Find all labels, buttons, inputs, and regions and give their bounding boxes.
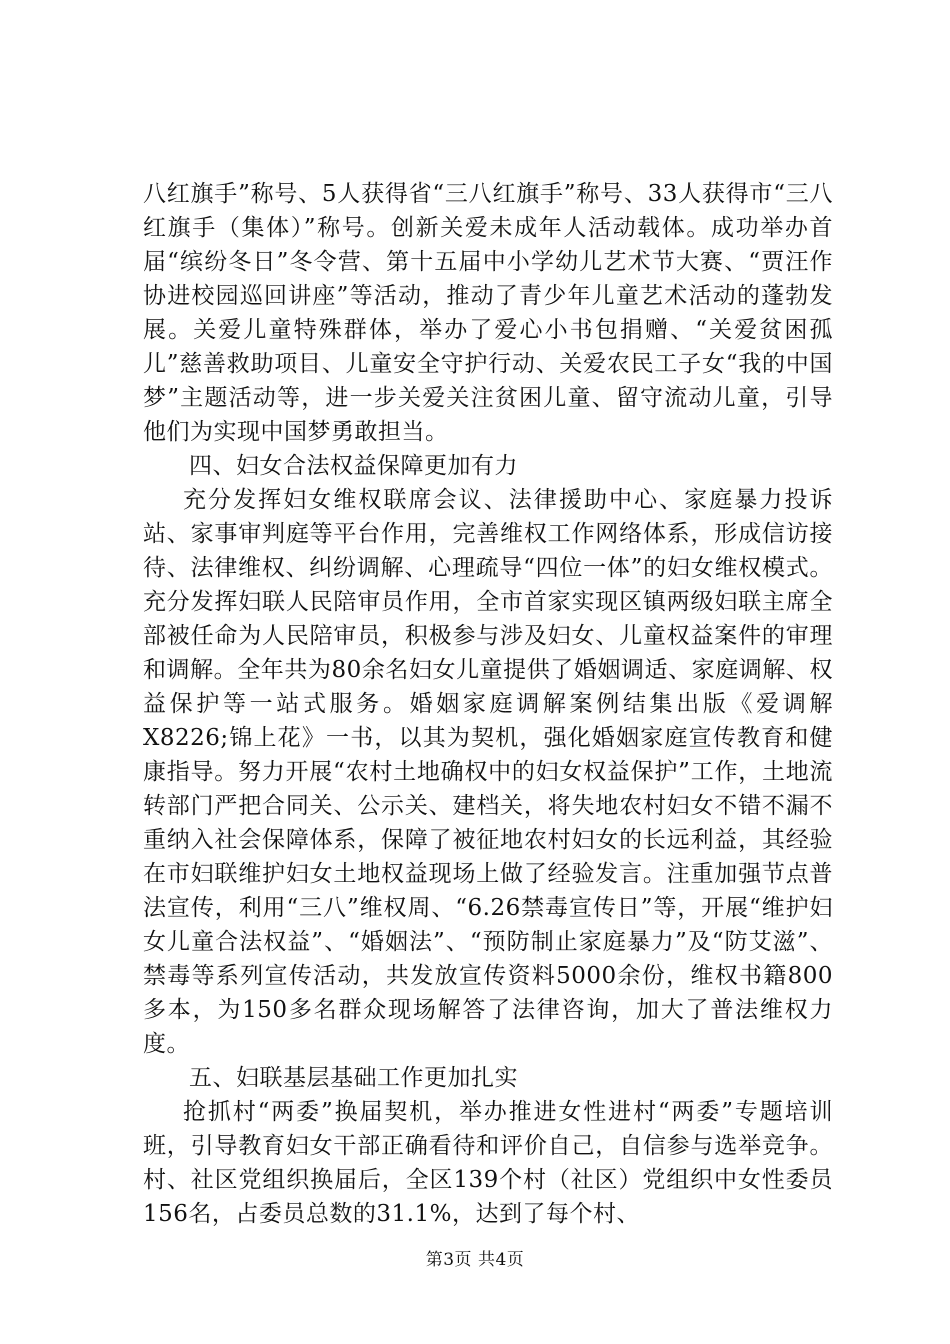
- paragraph-rights-protection: 充分发挥妇女维权联席会议、法律援助中心、家庭暴力投诉站、家事审判庭等平台作用，完善维权工作网络体系，形成信访接待、法律维权、纠纷调解、心理疏导“四位一体”的妇女维权模式。充分发挥妇联人民陪审员作用，全市首家实现区镇两级妇联主席全部被任命为人民陪审员，积极参与涉及妇女、儿童权益案件的审理和调解。全年共为80余名妇女儿童提供了婚姻调适、家庭调解、权益保护等一站式服务。婚姻家庭调解案例结集出版《爱调解 X8226;锦上花》一书，以其为契机，强化婚姻家庭宣传教育和健康指导。努力开展“农村土地确权中的妇女权益保护”工作，土地流转部门严把合同关、公示关、建档关，将失地农村妇女不错不漏不重纳入社会保障体系，保障了被征地农村妇女的长远利益，其经验在市妇联维护妇女土地权益现场上做了经验发言。注重加强节点普法宣传，利用“三八”维权周、“6.26禁毒宣传日”等，开展“维护妇女儿童合法权益”、“婚姻法”、“预防制止家庭暴力”及“防艾滋”、禁毒等系列宣传活动，共发放宣传资料5000余份，维权书籍800多本，为150多名群众现场解答了法律咨询，加大了普法维权力度。: [143, 487, 833, 1057]
- section-heading-4: 四、妇女合法权益保障更加有力: [189, 453, 518, 479]
- paragraph-grassroots-work: 抢抓村“两委”换届契机，举办推进女性进村“两委”专题培训班，引导教育妇女干部正确看待和评价自己，自信参与选举竞争。村、社区党组织换届后，全区139个村（社区）党组织中女性委员156名，占委员总数的31.1%，达到了每个村、: [143, 1099, 833, 1227]
- paragraph-continuation: 八红旗手”称号、5人获得省“三八红旗手”称号、33人获得市“三八红旗手（集体）”称号。创新关爱未成年人活动载体。成功举办首届“缤纷冬日”冬令营、第十五届中小学幼儿艺术节大赛、“贾汪作协进校园巡回讲座”等活动，推动了青少年儿童艺术活动的蓬勃发展。关爱儿童特殊群体，举办了爱心小书包捐赠、“关爱贫困孤儿”慈善救助项目、儿童安全守护行动、关爱农民工子女“我的中国梦”主题活动等，进一步关爱关注贫困儿童、留守流动儿童，引导他们为实现中国梦勇敢担当。: [143, 181, 833, 445]
- document-body: [143, 177, 833, 1231]
- page-footer: 第3页 共4页: [425, 1250, 525, 1270]
- section-heading-5: 五、妇联基层基础工作更加扎实: [189, 1065, 518, 1091]
